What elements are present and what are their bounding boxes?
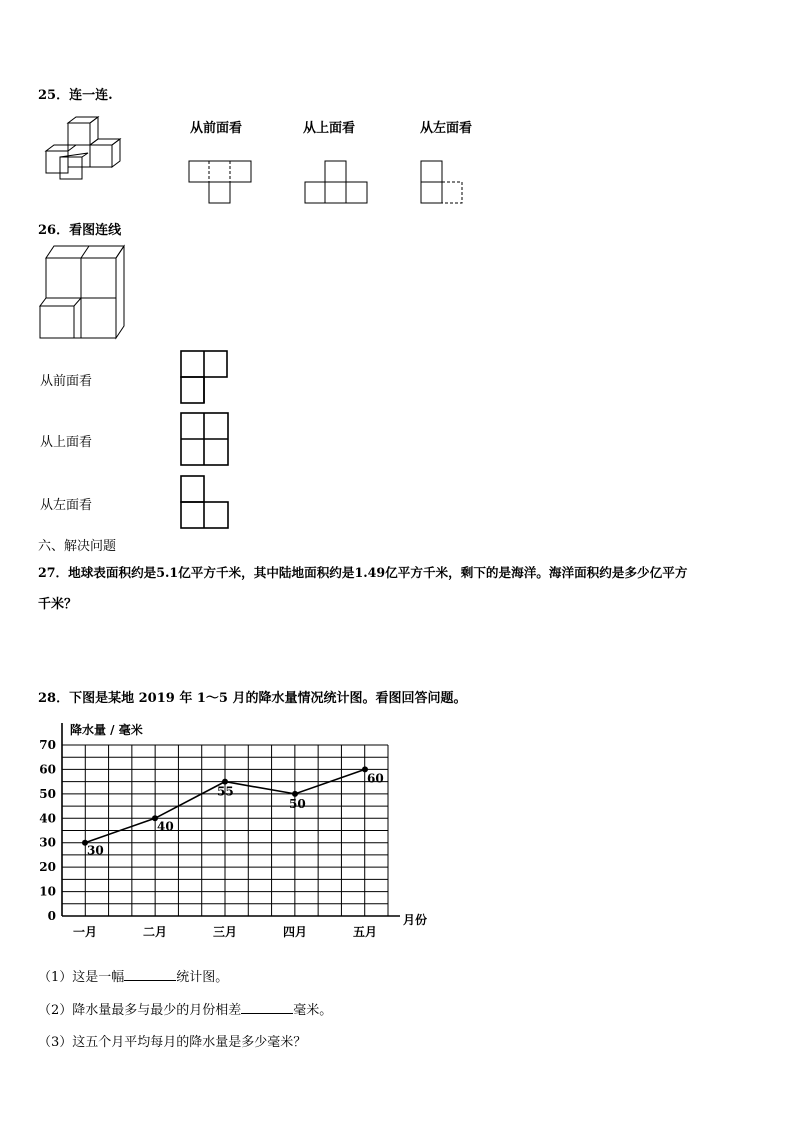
x-tick-label: 二月 <box>142 925 168 939</box>
y-tick-label: 20 <box>39 860 56 875</box>
q25-label-top: 从上面看 <box>303 121 356 136</box>
x-tick-label: 四月 <box>282 925 308 939</box>
y-axis-label: 降水量 / 毫米 <box>70 723 143 737</box>
q28-sub2-suffix: 毫米。 <box>293 1003 333 1018</box>
data-label: 50 <box>289 796 306 811</box>
data-label: 60 <box>367 771 384 786</box>
y-tick-label: 50 <box>39 786 56 801</box>
q28-sub2 <box>38 999 332 1018</box>
q25-label-front: 从前面看 <box>190 121 243 136</box>
q26-label-left: 从左面看 <box>40 498 93 513</box>
q28-title: 28．下图是某地 2019 年 1～5 月的降水量情况统计图。看图回答问题。 <box>38 691 467 706</box>
q28-sub1-suffix: 统计图。 <box>176 970 229 985</box>
x-axis-label: 月份 <box>403 913 428 927</box>
data-label: 30 <box>87 843 104 858</box>
q28-sub3: （3）这五个月平均每月的降水量是多少毫米？ <box>38 1035 307 1050</box>
x-tick-label: 一月 <box>72 925 98 939</box>
y-tick-label: 10 <box>39 884 56 899</box>
q27-line2: 千米？ <box>38 597 78 612</box>
data-label: 40 <box>157 819 174 834</box>
q25-title: 25．连一连. <box>38 88 113 103</box>
data-label: 55 <box>217 784 234 799</box>
q26-label-top: 从上面看 <box>40 435 93 450</box>
q28-sub1-prefix: （1）这是一幅 <box>38 970 125 985</box>
y-tick-label: 0 <box>47 909 56 923</box>
y-tick-label: 40 <box>39 811 56 826</box>
q28-sub2-prefix: （2）降水量最多与最少的月份相差 <box>38 1003 242 1018</box>
q27-line1: 27．地球表面积约是5.1亿平方千米，其中陆地面积约是1.49亿平方千米，剩下的是海洋。海洋面积约是多少亿平方 <box>38 565 688 580</box>
q25-label-left: 从左面看 <box>420 121 473 136</box>
y-tick-label: 60 <box>39 762 56 777</box>
y-tick-label: 70 <box>39 738 56 752</box>
x-tick-label: 五月 <box>352 925 378 939</box>
y-tick-label: 30 <box>39 835 56 850</box>
q28-sub1-blank[interactable] <box>124 968 176 981</box>
q26-title: 26．看图连线 <box>38 223 122 238</box>
q28-sub1 <box>38 966 228 985</box>
q28-sub2-blank[interactable] <box>241 1001 293 1014</box>
q26-label-front: 从前面看 <box>40 374 93 389</box>
x-tick-label: 三月 <box>212 925 238 939</box>
section-title: 六、解决问题 <box>38 539 117 554</box>
